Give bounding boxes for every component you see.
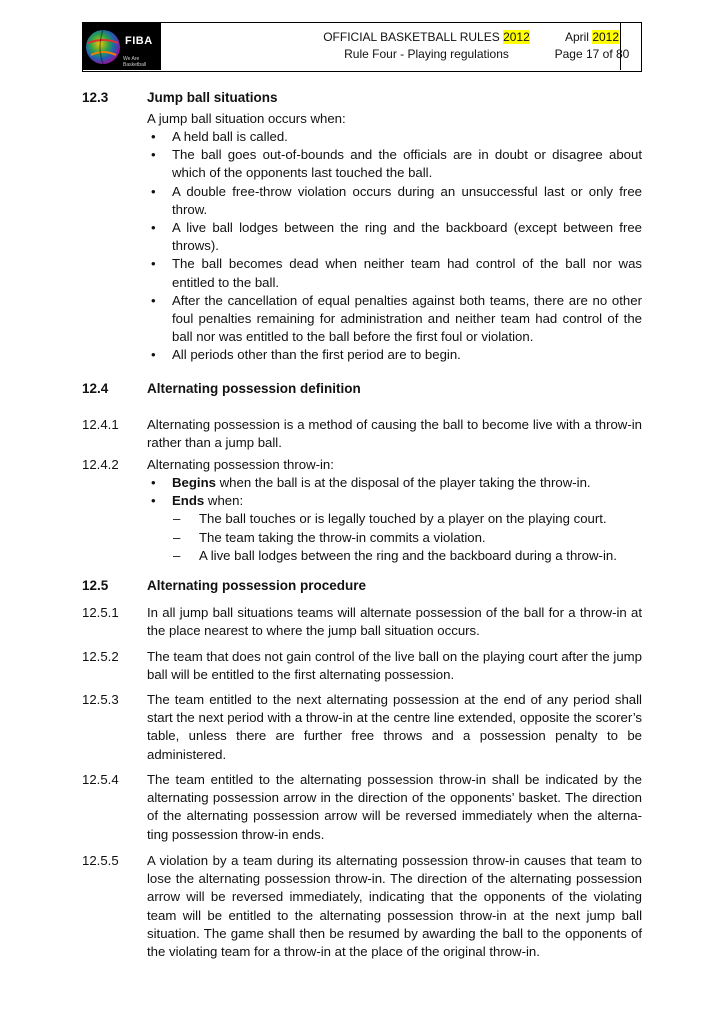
bullet-list [147, 128, 642, 365]
section-text: The team entitled to the alternating possession throw-in shall be indicated by the alternating possession arrow in the direction of the opponents’ basket. The direction of the alternating possession arrow will be reversed immediately when the alterna-ting possession throw-in ends. [147, 772, 642, 842]
list-item: • A double free-throw violation occurs during an unsuccessful last or only free throw. [151, 183, 642, 217]
section-intro: A jump ball situation occurs when: [147, 111, 346, 126]
list-item: • All periods other than the first period are to begin. [151, 347, 461, 363]
logo-wordmark: FIBA [125, 35, 153, 47]
section-text: A violation by a team during its alternating possession throw-in causes that team to lose the alternating possession throw-in. The direction of the alternating possession arrow will be reversed immediately, indicating that the opponents of the violating team will be entitled to the alternating possession throw-in at the next jump ball situation. The game shall then be resumed by awarding the ball to the opponents of the violating team for a throw-in at the place of the original throw-in. [147, 853, 642, 960]
document-subtitle: Rule Four - Playing regulations [344, 47, 509, 61]
section-heading: Jump ball situations [147, 90, 278, 105]
logo-tagline: We Are Basketball [123, 56, 147, 68]
section-number: 12.4.2 [82, 457, 119, 472]
document-date: April 2012 [564, 30, 620, 44]
section-intro: Alternating possession throw-in: [147, 457, 334, 472]
section-heading: Alternating possession definition [147, 381, 361, 396]
section-number: 12.4.1 [82, 417, 119, 432]
section-text: The team that does not gain control of the live ball on the playing court after the jump ball will be entitled to the first alternating possession. [147, 649, 642, 683]
list-item: • A live ball lodges between the ring and the backboard (except between free throws). [151, 220, 642, 254]
list-item: • Begins when the ball is at the disposal of the player taking the throw-in. [151, 475, 591, 490]
section-text: In all jump ball situations teams will alternate possession of the ball for a throw-in at the place nearest to where the jump ball situation occurs. [147, 605, 642, 639]
bullet-list [147, 474, 642, 565]
section-number: 12.5 [82, 578, 109, 593]
page-header [82, 22, 642, 72]
document-title: OFFICIAL BASKETBALL RULES 2012 [323, 30, 530, 44]
list-item: • The ball becomes dead when neither team had control of the ball nor was entitled to the ball. [151, 256, 642, 290]
list-item: • After the cancellation of equal penalties against both teams, there are no other foul penalties remaining for administration and neither team had control of the ball nor was entitled to the ball before the first foul or violation. [151, 292, 642, 345]
dash-item: – A live ball lodges between the ring and the backboard during a throw-in. [173, 547, 617, 563]
date-page-block [543, 23, 641, 70]
section-text: Alternating possession is a method of causing the ball to become live with a throw-in rather than a jump ball. [147, 417, 642, 451]
list-item: • A held ball is called. [151, 129, 288, 144]
section-number: 12.5.4 [82, 772, 119, 787]
dash-item: – The team taking the throw-in commits a violation. [173, 529, 486, 545]
dash-item: – The ball touches or is legally touched by a player on the playing court. [173, 511, 607, 527]
list-item: • Ends when: [151, 493, 244, 509]
section-number: 12.5.5 [82, 853, 119, 868]
page-number: Page 17 of 80 [554, 47, 630, 61]
section-number: 12.5.3 [82, 692, 119, 707]
section-number: 12.4 [82, 381, 109, 396]
fiba-logo [83, 23, 161, 70]
section-number: 12.3 [82, 90, 109, 105]
section-number: 12.5.1 [82, 605, 119, 620]
section-heading: Alternating possession procedure [147, 578, 367, 593]
section-text: The team entitled to the next alternating possession at the end of any period shall start the next period with a throw-in at the centre line extended, opposite the scorer’s table, unless there are further free throws and a possession penalty to be administered. [147, 692, 642, 762]
list-item: • The ball goes out-of-bounds and the officials are in doubt or disagree about which of the opponents last touched the ball. [151, 147, 642, 181]
section-number: 12.5.2 [82, 649, 119, 664]
